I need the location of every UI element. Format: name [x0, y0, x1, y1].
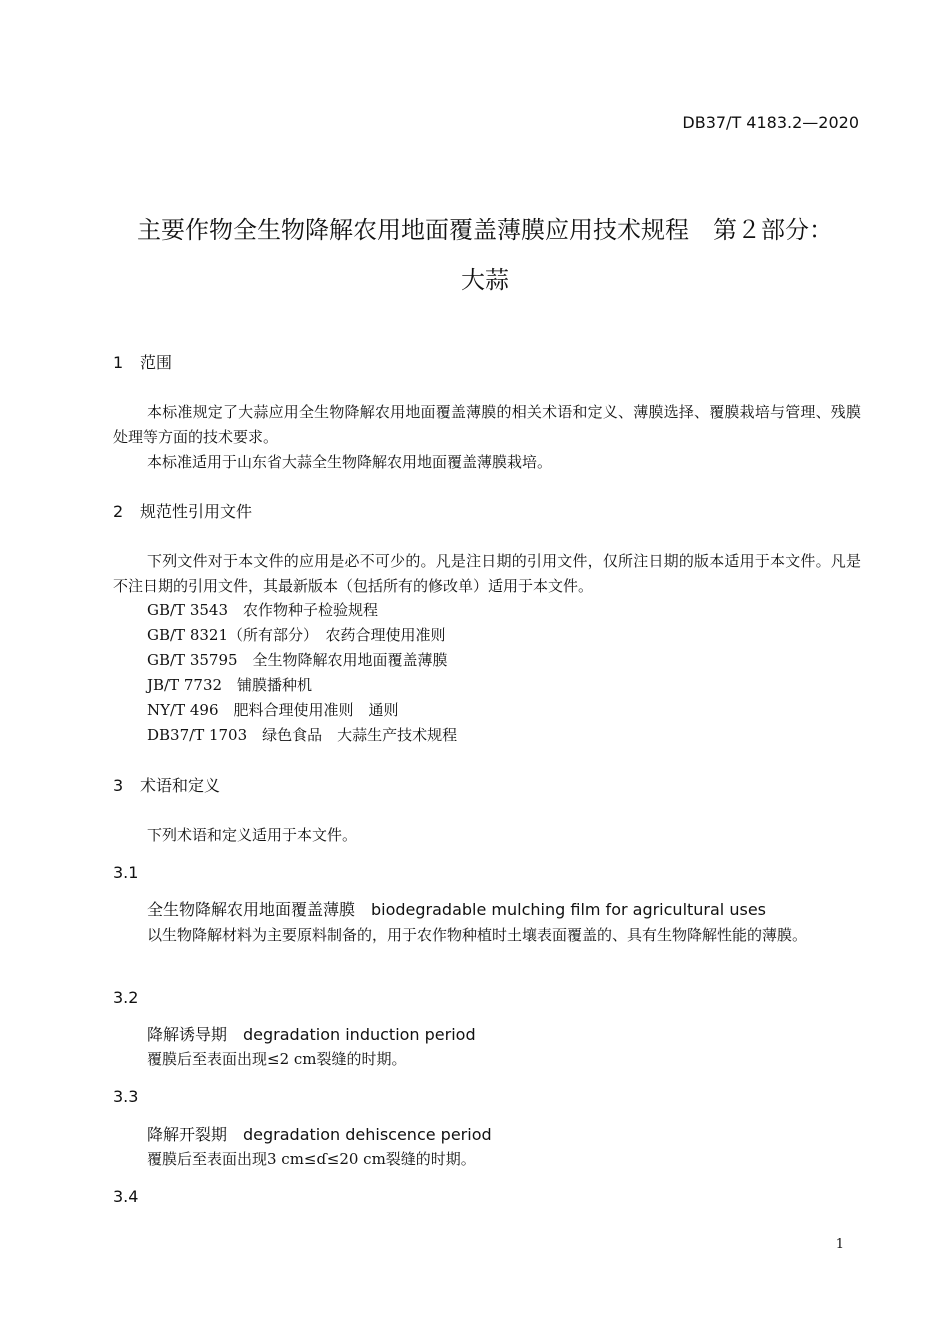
document-title: 主要作物全生物降解农用地面覆盖薄膜应用技术规程 第２部分： [137, 216, 833, 244]
clause-number: 3.4 [113, 1187, 139, 1206]
term-definition: 覆膜后至表面出现3 cm≤ɗ≤20 cm裂缝的时期。 [147, 1150, 476, 1168]
section-number: 1 [113, 353, 124, 372]
references-intro-paragraph: 下列文件对于本文件的应用是必不可少的。凡是注日期的引用文件，仅所注日期的版本适用于本文件。凡是不注日期的引用文件，其最新版本（包括所有的修改单）适用于本文件。 [113, 552, 861, 595]
page-number: 1 [835, 1237, 844, 1252]
section-number: 2 [113, 502, 124, 521]
clause-number: 3.1 [113, 863, 139, 882]
reference-item: GB/T 8321（所有部分） 农药合理使用准则 [147, 626, 446, 644]
reference-item: NY/T 496 肥料合理使用准则 通则 [147, 701, 399, 719]
term-definition: 覆膜后至表面出现≤2 cm裂缝的时期。 [147, 1050, 407, 1068]
section-heading-terms [113, 775, 220, 797]
reference-item: GB/T 3543 农作物种子检验规程 [147, 601, 379, 619]
section-title: 规范性引用文件 [140, 502, 253, 521]
section-number: 3 [113, 776, 124, 795]
document-title-line2: 大蒜 [461, 266, 509, 294]
terms-intro-paragraph: 下列术语和定义适用于本文件。 [147, 826, 358, 844]
term-title: 降解诱导期 degradation induction period [147, 1025, 476, 1044]
scope-paragraph-1: 本标准规定了大蒜应用全生物降解农用地面覆盖薄膜的相关术语和定义、薄膜选择、覆膜栽培与管理、残膜处理等方面的技术要求。 [113, 403, 861, 446]
reference-item: GB/T 35795 全生物降解农用地面覆盖薄膜 [147, 651, 448, 669]
section-title: 范围 [140, 353, 173, 372]
standard-number: DB37/T 4183.2—2020 [682, 113, 859, 132]
clause-number: 3.2 [113, 988, 139, 1007]
clause-number: 3.3 [113, 1087, 139, 1106]
term-definition: 以生物降解材料为主要原料制备的，用于农作物种植时土壤表面覆盖的、具有生物降解性能的薄膜。 [147, 926, 808, 944]
scope-paragraph-2: 本标准适用于山东省大蒜全生物降解农用地面覆盖薄膜栽培。 [147, 453, 553, 471]
reference-item: JB/T 7732 铺膜播种机 [147, 676, 313, 694]
section-heading-scope [113, 352, 172, 374]
reference-item: DB37/T 1703 绿色食品 大蒜生产技术规程 [147, 726, 458, 744]
section-heading-references [113, 501, 252, 523]
term-title: 降解开裂期 degradation dehiscence period [147, 1125, 492, 1144]
section-title: 术语和定义 [140, 776, 221, 795]
term-title: 全生物降解农用地面覆盖薄膜 biodegradable mulching film for agricultural uses [147, 900, 766, 919]
